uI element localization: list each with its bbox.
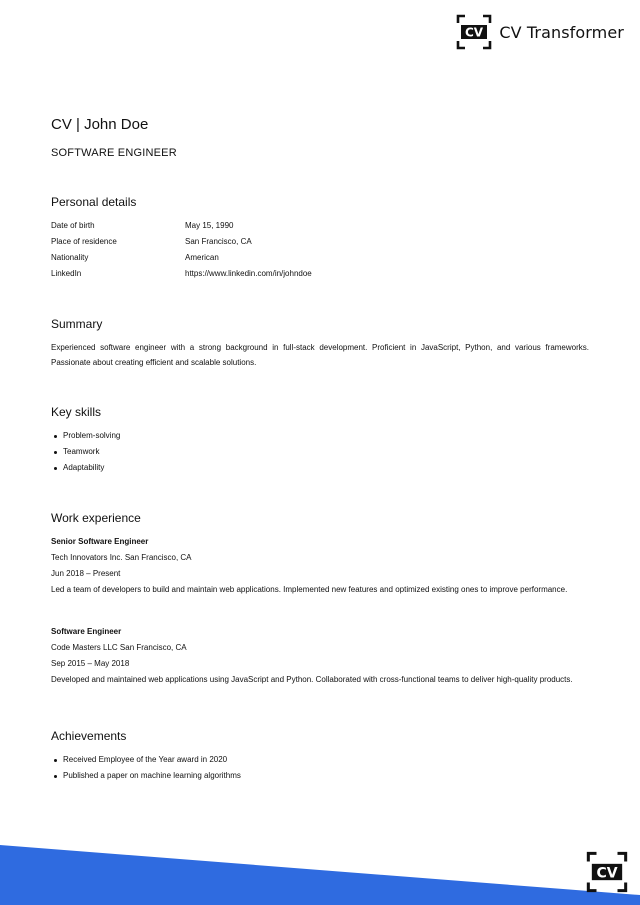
- detail-value: May 15, 1990: [185, 221, 234, 230]
- brand-logo-text: CV: [465, 25, 484, 40]
- section-heading: Work experience: [51, 511, 141, 525]
- detail-label: LinkedIn: [51, 269, 82, 278]
- detail-value: American: [185, 253, 219, 262]
- personal-details-section: [51, 194, 589, 282]
- detail-row: [51, 250, 589, 266]
- cv-document: [51, 114, 589, 784]
- detail-label: Place of residence: [51, 237, 117, 246]
- summary-section: [51, 316, 589, 370]
- summary-text: Experienced software engineer with a strong background in full-stack development. Proficient in JavaScript, Python, and various frameworks. Passionate about creating efficient and scalable solutions.: [51, 343, 589, 367]
- detail-row: [51, 266, 589, 282]
- brand-header: [456, 14, 624, 50]
- job-description: Developed and maintained web applications using JavaScript and Python. Collaborated with cross-functional teams to deliver high-quality products.: [51, 675, 573, 684]
- job-title: Senior Software Engineer: [51, 537, 149, 546]
- footer-accent-band: [0, 845, 640, 905]
- job-description: Led a team of developers to build and maintain web applications. Implemented new features and optimized existing ones to improve performance.: [51, 585, 568, 594]
- section-heading: Personal details: [51, 195, 137, 209]
- list-item: Adaptability: [51, 460, 589, 476]
- job-dates: Sep 2015 – May 2018: [51, 659, 130, 668]
- job-role-subtitle: SOFTWARE ENGINEER: [51, 147, 177, 159]
- skills-list: [51, 428, 589, 476]
- detail-row: [51, 234, 589, 250]
- detail-label: Date of birth: [51, 221, 95, 230]
- cv-logo-icon: [586, 851, 628, 893]
- key-skills-section: [51, 404, 589, 476]
- job-dates: Jun 2018 – Present: [51, 569, 121, 578]
- achievements-list: [51, 752, 589, 784]
- job-title: Software Engineer: [51, 627, 122, 636]
- linkedin-value: https://www.linkedin.com/in/johndoe: [185, 269, 312, 278]
- job-entry: [51, 534, 589, 598]
- list-item: Problem-solving: [51, 428, 589, 444]
- job-entry: [51, 624, 589, 688]
- cv-logo-icon: [456, 14, 492, 50]
- section-heading: Achievements: [51, 729, 127, 743]
- detail-value: San Francisco, CA: [185, 237, 252, 246]
- section-heading: Key skills: [51, 405, 102, 419]
- brand-name: CV Transformer: [499, 22, 624, 42]
- job-company: Tech Innovators Inc. San Francisco, CA: [51, 553, 192, 562]
- job-company: Code Masters LLC San Francisco, CA: [51, 643, 187, 652]
- list-item: Published a paper on machine learning algorithms: [51, 768, 589, 784]
- detail-label: Nationality: [51, 253, 89, 262]
- footer-logo-text: CV: [596, 865, 618, 882]
- page-title: CV | John Doe: [51, 116, 149, 133]
- work-experience-section: [51, 510, 589, 688]
- achievements-section: [51, 728, 589, 784]
- list-item: Teamwork: [51, 444, 589, 460]
- list-item: Received Employee of the Year award in 2020: [51, 752, 589, 768]
- section-heading: Summary: [51, 317, 103, 331]
- detail-row: [51, 218, 589, 234]
